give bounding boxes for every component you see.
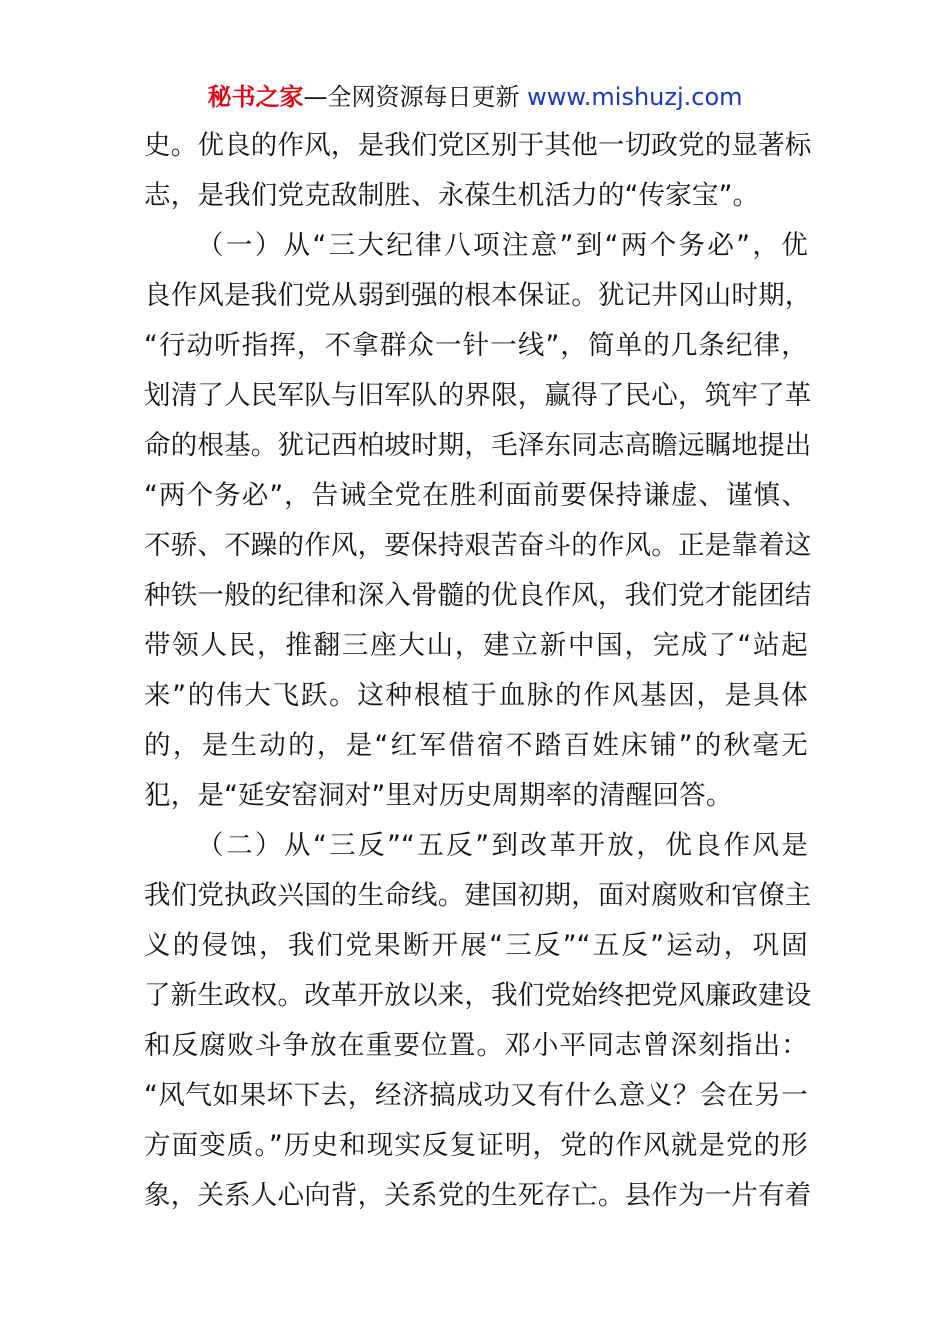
paragraph-line: “风气如果坏下去，经济搞成功又有什么意义？会在另一 bbox=[144, 1080, 808, 1111]
paragraph-line: 我们党执政兴国的生命线。建国初期，面对腐败和官僚主 bbox=[144, 880, 812, 911]
paragraph-line: 不骄、不躁的作风，要保持艰苦奋斗的作风。正是靠着这 bbox=[144, 530, 812, 561]
paragraph-line: 划清了人民军队与旧军队的界限，赢得了民心，筑牢了革 bbox=[144, 380, 812, 411]
paragraph-line: 和反腐败斗争放在重要位置。邓小平同志曾深刻指出： bbox=[144, 1030, 808, 1061]
paragraph-line: 命的根基。犹记西柏坡时期，毛泽东同志高瞻远瞩地提出 bbox=[144, 430, 812, 461]
paragraph-line: 义的侵蚀，我们党果断开展“三反”“五反”运动，巩固 bbox=[144, 930, 808, 961]
paragraph-line: （一）从“三大纪律八项注意”到“两个务必”，优 bbox=[197, 230, 808, 261]
site-url-link[interactable]: www.mishuzj.com bbox=[527, 83, 743, 111]
paragraph-line: 了新生政权。改革开放以来，我们党始终把党风廉政建设 bbox=[144, 980, 812, 1011]
paragraph-line: 来”的伟大飞跃。这种根植于血脉的作风基因，是具体 bbox=[144, 680, 808, 711]
paragraph-line: 的，是生动的，是“红军借宿不踏百姓床铺”的秋毫无 bbox=[144, 730, 808, 761]
paragraph-line: （二）从“三反”“五反”到改革开放，优良作风是 bbox=[197, 830, 808, 861]
paragraph-line: “行动听指挥，不拿群众一针一线”，简单的几条纪律， bbox=[144, 330, 808, 361]
paragraph-line: 象，关系人心向背，关系党的生死存亡。县作为一片有着 bbox=[144, 1180, 812, 1211]
paragraph-line: “两个务必”，告诫全党在胜利面前要保持谦虚、谨慎、 bbox=[144, 480, 808, 511]
paragraph-line: 带领人民，推翻三座大山，建立新中国，完成了“站起 bbox=[144, 630, 808, 661]
paragraph-line: 志，是我们党克敌制胜、永葆生机活力的“传家宝”。 bbox=[144, 180, 760, 211]
brand-name: 秘书之家 bbox=[207, 83, 304, 111]
paragraph-line: 方面变质。”历史和现实反复证明，党的作风就是党的形 bbox=[144, 1130, 808, 1161]
paragraph-line: 种铁一般的纪律和深入骨髓的优良作风，我们党才能团结 bbox=[144, 580, 812, 611]
page-header bbox=[0, 80, 950, 114]
header-tagline: —全网资源每日更新 bbox=[303, 83, 520, 111]
paragraph-line: 史。优良的作风，是我们党区别于其他一切政党的显著标 bbox=[144, 130, 812, 161]
paragraph-line: 良作风是我们党从弱到强的根本保证。犹记井冈山时期， bbox=[144, 280, 812, 311]
document-body bbox=[144, 121, 812, 1221]
paragraph-line: 犯，是“延安窑洞对”里对历史周期率的清醒回答。 bbox=[144, 780, 733, 811]
